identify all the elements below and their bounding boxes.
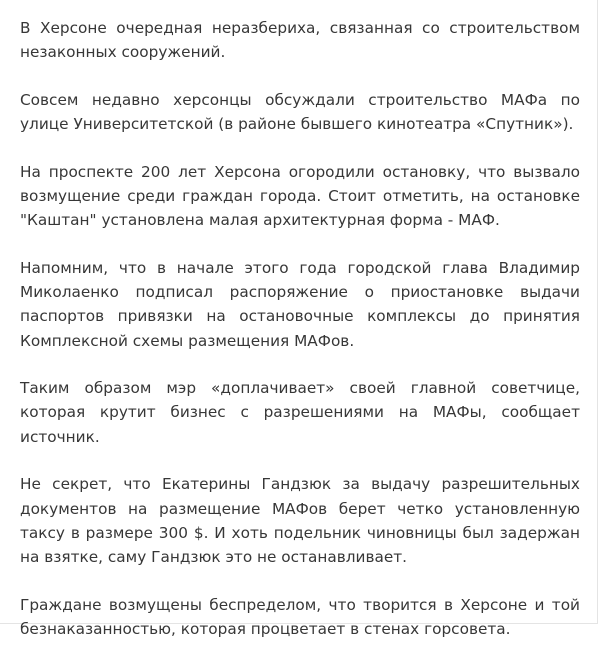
article-paragraph: Не секрет, что Екатерины Гандзюк за выдачу разрешительных документов на размещение МАФов берет четко установленную таксу в размере 300 $. И хоть подельник чиновницы был задержан на взятке, саму Гандзюк это не останавливает.: [20, 475, 580, 566]
article-paragraph: На проспекте 200 лет Херсона огородили остановку, что вызвало возмущение среди граждан города. Стоит отметить, на остановке "Каштан" установлена малая архитектурная форма - МАФ.: [20, 162, 580, 230]
article-paragraph: Граждане возмущены беспределом, что творится в Херсоне и той безнаказанностью, которая процветает в стенах горсовета.: [20, 595, 580, 638]
article-paragraph: В Херсоне очередная неразбериха, связанная со строительством незаконных сооружений.: [20, 19, 580, 62]
article-paragraph: Совсем недавно херсонцы обсуждали строительство МАФа по улице Университетской (в районе бывшего кинотеатра «Спутник»).: [20, 90, 580, 134]
article-body: [20, 16, 580, 665]
article-paragraph: Таким образом мэр «доплачивает» своей главной советчице, которая крутит бизнес с разрешениями на МАФы, сообщает источник.: [20, 379, 580, 446]
article-paragraph: Напомним, что в начале этого года городской глава Владимир Миколаенко подписал распоряжение о приостановке выдачи паспортов привязки на остановочные комплексы до принятия Комплексной схемы размещения МАФов.: [20, 258, 580, 350]
